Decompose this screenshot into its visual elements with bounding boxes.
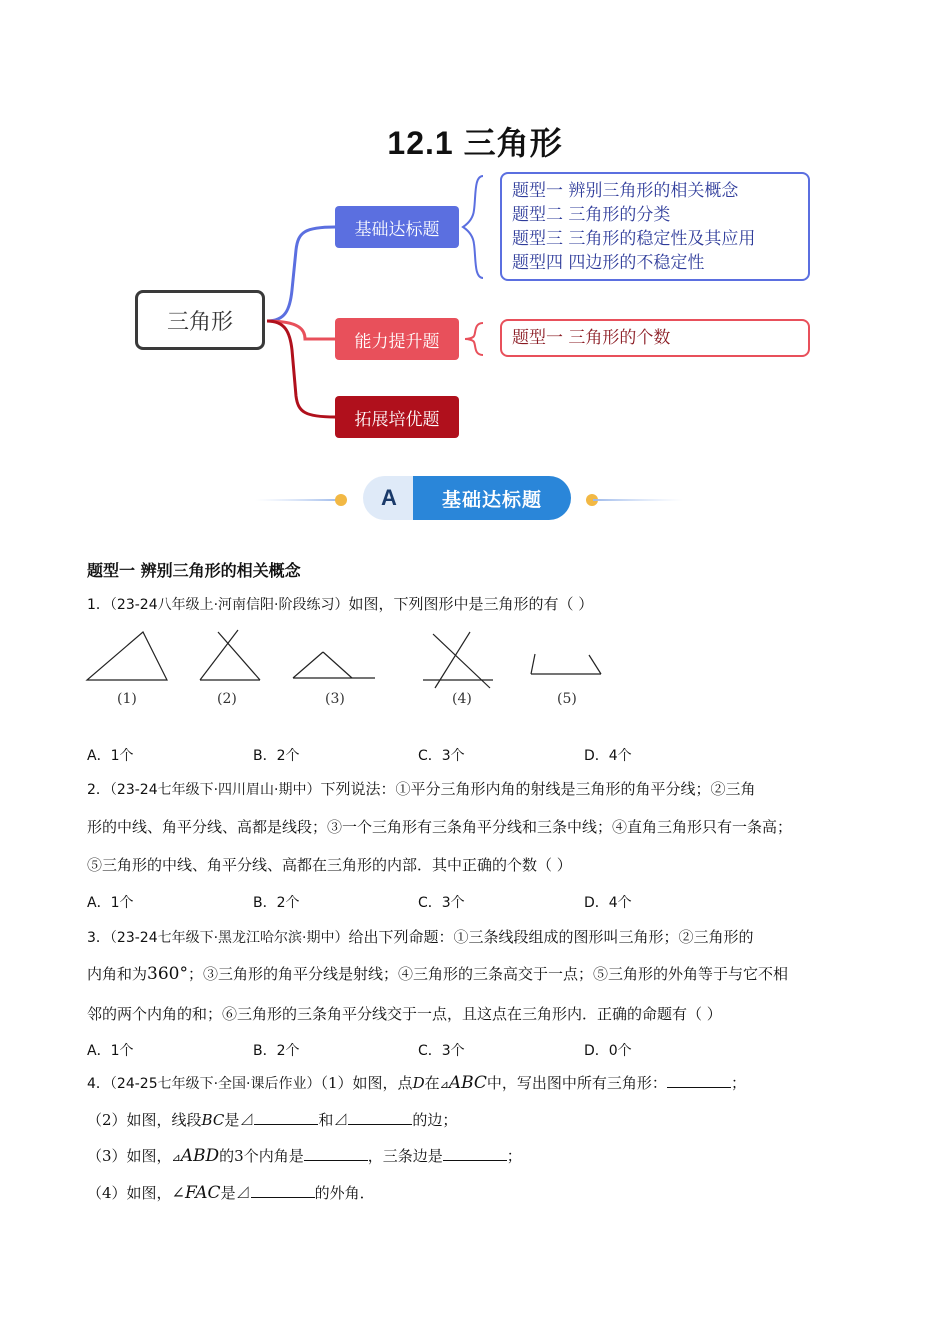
q3-option-c: C．3个 (418, 1043, 465, 1059)
q3-option-a: A．1个 (87, 1043, 134, 1059)
branch-extension: 拓展培优题 (335, 396, 459, 438)
q3-number: 3． (87, 930, 110, 946)
q2-line-3: ⑤三角形的中线、角平分线、高都在三角形的内部．其中正确的个数（ ） (87, 856, 572, 874)
triangle-symbol-icon: ⊿ (439, 1078, 449, 1091)
advanced-topic-1: 题型一 三角形的个数 (512, 328, 671, 348)
q2-line-2: 形的中线、角平分线、高都是线段；③一个三角形有三条角平分线和三条中线；④直角三角形只有一条高； (87, 818, 793, 836)
q3-text-2b: ；③三角形的角平分线是射线；④三角形的三条高交于一点；⑤三角形的外角等于与它不相 (187, 965, 788, 983)
question-type-heading: 题型一 辨别三角形的相关概念 (87, 561, 301, 580)
figure-4-three-lines (423, 632, 493, 688)
q4-p3-text-d: ； (506, 1147, 522, 1165)
q4-p1-text-c: 中，写出图中所有三角形： (486, 1074, 667, 1092)
q3-degree-value: 360° (147, 964, 188, 984)
figure-3-open-triangle (293, 652, 375, 678)
q2-option-b: B．2个 (253, 895, 300, 911)
q4-line-4 (87, 1183, 375, 1203)
q4-source: （24-25七年级下·全国·课后作业） (109, 1076, 321, 1092)
q4-segment-bc: BC (201, 1111, 225, 1129)
figure-label-3: (3) (325, 691, 345, 707)
figure-label-4: (4) (452, 691, 472, 707)
q1-option-c: C．3个 (418, 748, 465, 764)
q4-triangle-abd: ABD (180, 1146, 220, 1166)
basic-topic-4: 题型四 四边形的不稳定性 (512, 253, 705, 273)
section-banner (363, 476, 573, 520)
figure-label-5: (5) (557, 691, 577, 707)
mindmap-root: 三角形 (135, 290, 265, 350)
branch-basic: 基础达标题 (335, 206, 459, 248)
q4-point-d: D (412, 1074, 425, 1092)
figure-1-triangle (87, 632, 167, 680)
q4-number: 4． (87, 1076, 110, 1092)
q3-line-1 (87, 927, 754, 948)
q4-blank-5[interactable] (443, 1146, 507, 1161)
q4-p2-text-d: 的边； (412, 1111, 458, 1129)
figure-label-1: (1) (117, 691, 137, 707)
triangle-symbol-icon: ⊿ (171, 1151, 181, 1164)
q3-option-d: D．0个 (584, 1043, 632, 1059)
q2-line-1 (87, 779, 756, 800)
q4-triangle-abc: ABC (448, 1073, 487, 1093)
q4-p1-text-a: （1）如图，点 (320, 1074, 413, 1092)
q1-number: 1． (87, 597, 110, 613)
q3-source: （23-24七年级下·黑龙江哈尔滨·期中） (109, 930, 349, 946)
q4-p2-text-c: 和⊿ (318, 1111, 349, 1129)
figure-label-2: (2) (217, 691, 237, 707)
page-title: 12.1 三角形 (387, 125, 563, 161)
q4-p3-text-b: 的3个内角是 (219, 1147, 304, 1165)
angle-symbol-icon: ∠ (171, 1183, 185, 1202)
basic-topic-3: 题型三 三角形的稳定性及其应用 (512, 229, 756, 249)
q1-figures (80, 622, 620, 692)
q4-p2-text-a: （2）如图，线段 (87, 1111, 202, 1129)
q2-text-1: 下列说法：①平分三角形内角的射线是三角形的角平分线；②三角 (320, 780, 756, 798)
q2-number: 2． (87, 782, 110, 798)
q4-p4-text-a: （4）如图， (87, 1184, 172, 1202)
section-title-pill (413, 476, 571, 520)
section-title: 基础达标题 (441, 488, 542, 511)
q4-line-3 (87, 1146, 522, 1168)
q4-angle-fac: FAC (184, 1183, 221, 1203)
q2-option-d: D．4个 (584, 895, 632, 911)
basic-topic-1: 题型一 辨别三角形的相关概念 (512, 181, 739, 201)
q4-p3-text-a: （3）如图， (87, 1147, 172, 1165)
q4-blank-6[interactable] (251, 1183, 315, 1198)
advanced-topic-list (500, 319, 810, 357)
q3-line-2 (87, 964, 788, 984)
q1-source: （23-24八年级上·河南信阳·阶段练习） (109, 597, 349, 613)
q1-option-a: A．1个 (87, 748, 134, 764)
q4-blank-3[interactable] (348, 1110, 412, 1125)
q4-blank-1[interactable] (667, 1073, 731, 1088)
q2-option-a: A．1个 (87, 895, 134, 911)
q4-p2-text-b: 是⊿ (224, 1111, 255, 1129)
q4-p4-text-c: 的外角． (314, 1184, 375, 1202)
q3-line-3: 邻的两个内角的和；⑥三角形的三条角平分线交于一点，且这点在三角形内．正确的命题有（ ） (87, 1005, 722, 1023)
q1-text: 如图，下列图形中是三角形的有（ ） (348, 595, 594, 613)
section-letter: A (381, 485, 397, 510)
q3-text-1: 给出下列命题：①三条线段组成的图形叫三角形；②三角形的 (348, 928, 754, 946)
figure-2-crossed-lines (200, 630, 260, 680)
branch-advanced: 能力提升题 (335, 318, 459, 360)
figure-5-open-shape (531, 654, 601, 674)
q4-blank-2[interactable] (254, 1110, 318, 1125)
q4-p1-text-b: 在 (424, 1074, 440, 1092)
q2-option-c: C．3个 (418, 895, 465, 911)
q4-line-1 (87, 1073, 746, 1095)
q1-option-d: D．4个 (584, 748, 632, 764)
q2-source: （23-24七年级下·四川眉山·期中） (109, 782, 321, 798)
q3-option-b: B．2个 (253, 1043, 300, 1059)
basic-topic-2: 题型二 三角形的分类 (512, 205, 671, 225)
q3-text-2a: 内角和为 (87, 965, 148, 983)
section-letter-badge (363, 476, 415, 520)
q4-p1-end: ； (730, 1074, 746, 1092)
q4-line-2 (87, 1110, 457, 1130)
q1-stem (87, 594, 593, 615)
q4-p3-text-c: ，三条边是 (367, 1147, 443, 1165)
basic-topic-list (500, 172, 810, 281)
q4-p4-text-b: 是⊿ (220, 1184, 251, 1202)
q1-option-b: B．2个 (253, 748, 300, 764)
q4-blank-4[interactable] (304, 1146, 368, 1161)
